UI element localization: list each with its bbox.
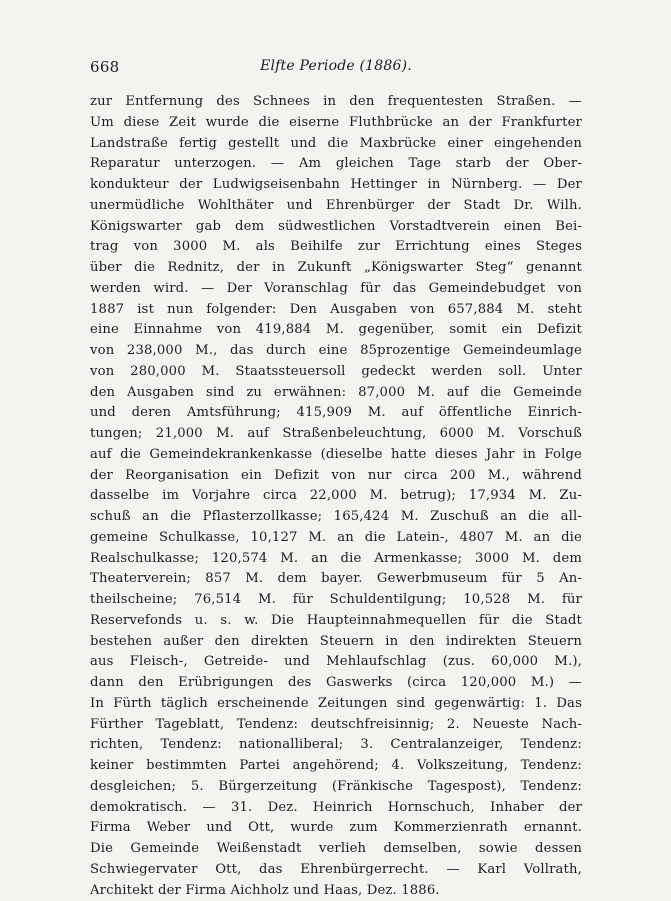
text-line: Reparatur unterzogen. — Am gleichen Tage starb der Ober- — [90, 154, 582, 175]
text-line: Reservefonds u. s. w. Die Haupteinnahmequellen für die Stadt — [90, 611, 582, 632]
text-line: von 238,000 M., das durch eine 85prozentige Gemeindeumlage — [90, 341, 582, 362]
text-line: Firma Weber und Ott, wurde zum Kommerzienrath ernannt. — [90, 818, 582, 839]
text-line: demokratisch. — 31. Dez. Heinrich Hornschuch, Inhaber der — [90, 798, 582, 819]
text-line: eine Einnahme von 419,884 M. gegenüber, somit ein Defizit — [90, 320, 582, 341]
text-line: und deren Amtsführung; 415,909 M. auf öffentliche Einrich- — [90, 403, 582, 424]
text-line: Die Gemeinde Weißenstadt verlieh demselben, sowie dessen — [90, 839, 582, 860]
page-number: 668 — [90, 58, 120, 76]
text-line: den Ausgaben sind zu erwähnen: 87,000 M. auf die Gemeinde — [90, 383, 582, 404]
text-line: auf die Gemeindekrankenkasse (dieselbe hatte dieses Jahr in Folge — [90, 445, 582, 466]
text-line: unermüdliche Wohlthäter und Ehrenbürger der Stadt Dr. Wilh. — [90, 196, 582, 217]
text-line: theilscheine; 76,514 M. für Schuldentilgung; 10,528 M. für — [90, 590, 582, 611]
text-line: kondukteur der Ludwigseisenbahn Hettinger in Nürnberg. — Der — [90, 175, 582, 196]
text-line: schuß an die Pflasterzollkasse; 165,424 M. Zuschuß an die all- — [90, 507, 582, 528]
text-line: richten, Tendenz: nationalliberal; 3. Centralanzeiger, Tendenz: — [90, 735, 582, 756]
text-line: Theaterverein; 857 M. dem bayer. Gewerbmuseum für 5 An- — [90, 569, 582, 590]
text-line: werden wird. — Der Voranschlag für das Gemeindebudget von — [90, 279, 582, 300]
text-line: Realschulkasse; 120,574 M. an die Armenkasse; 3000 M. dem — [90, 549, 582, 570]
text-line: Königswarter gab dem südwestlichen Vorstadtverein einen Bei- — [90, 217, 582, 238]
text-line: 1887 ist nun folgender: Den Ausgaben von 657,884 M. steht — [90, 300, 582, 321]
text-line: keiner bestimmten Partei angehörend; 4. Volkszeitung, Tendenz: — [90, 756, 582, 777]
text-line: Architekt der Firma Aichholz und Haas, Dez. 1886. — [90, 881, 582, 901]
text-line: Fürther Tageblatt, Tendenz: deutschfreisinnig; 2. Neueste Nach- — [90, 715, 582, 736]
text-line: dann den Erübrigungen des Gaswerks (circa 120,000 M.) — — [90, 673, 582, 694]
text-line: trag von 3000 M. als Beihilfe zur Errichtung eines Steges — [90, 237, 582, 258]
text-line: über die Rednitz, der in Zukunft „Königswarter Steg“ genannt — [90, 258, 582, 279]
text-line: gemeine Schulkasse, 10,127 M. an die Latein-, 4807 M. an die — [90, 528, 582, 549]
running-head: Elfte Periode (1886). — [90, 58, 582, 74]
body-text — [90, 92, 582, 901]
text-line: dasselbe im Vorjahre circa 22,000 M. betrug); 17,934 M. Zu- — [90, 486, 582, 507]
text-line: der Reorganisation ein Defizit von nur circa 200 M., während — [90, 466, 582, 487]
page-header — [90, 58, 582, 78]
text-line: Landstraße fertig gestellt und die Maxbrücke einer eingehenden — [90, 134, 582, 155]
text-line: In Fürth täglich erscheinende Zeitungen sind gegenwärtig: 1. Das — [90, 694, 582, 715]
text-line: desgleichen; 5. Bürgerzeitung (Fränkische Tagespost), Tendenz: — [90, 777, 582, 798]
text-line: tungen; 21,000 M. auf Straßenbeleuchtung, 6000 M. Vorschuß — [90, 424, 582, 445]
text-line: bestehen außer den direkten Steuern in den indirekten Steuern — [90, 632, 582, 653]
text-line: Um diese Zeit wurde die eiserne Fluthbrücke an der Frankfurter — [90, 113, 582, 134]
text-line: Schwiegervater Ott, das Ehrenbürgerrecht. — Karl Vollrath, — [90, 860, 582, 881]
text-line: von 280,000 M. Staatssteuersoll gedeckt werden soll. Unter — [90, 362, 582, 383]
text-line: aus Fleisch-, Getreide- und Mehlaufschlag (zus. 60,000 M.), — [90, 652, 582, 673]
text-line: zur Entfernung des Schnees in den frequentesten Straßen. — — [90, 92, 582, 113]
